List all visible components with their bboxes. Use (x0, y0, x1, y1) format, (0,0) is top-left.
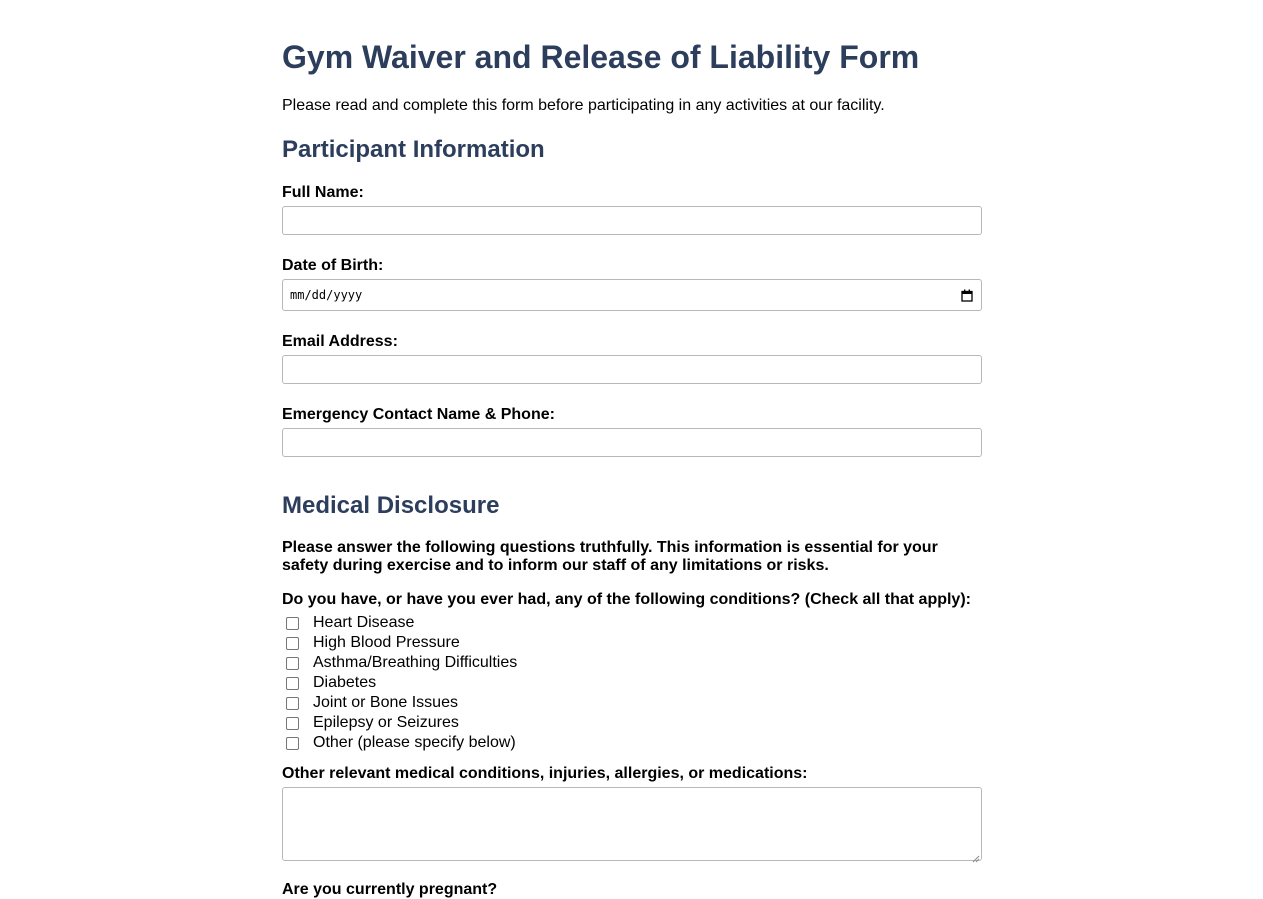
condition-label: Heart Disease (313, 614, 415, 631)
emergency-contact-input[interactable] (282, 428, 982, 457)
condition-checkbox[interactable] (286, 657, 299, 670)
condition-high-blood-pressure[interactable] (282, 633, 517, 653)
condition-asthma[interactable] (282, 653, 517, 673)
resize-grip-icon[interactable] (971, 850, 980, 859)
condition-checkbox[interactable] (286, 737, 299, 750)
condition-label: Epilepsy or Seizures (313, 714, 459, 731)
condition-heart-disease[interactable] (282, 613, 517, 633)
condition-checkbox[interactable] (286, 717, 299, 730)
condition-label: Joint or Bone Issues (313, 694, 458, 711)
condition-label: Other (please specify below) (313, 734, 516, 751)
dob-label: Date of Birth: (282, 257, 384, 274)
email-input[interactable] (282, 355, 982, 384)
section-heading-medical: Medical Disclosure (282, 492, 500, 519)
condition-checkbox[interactable] (286, 677, 299, 690)
condition-label: High Blood Pressure (313, 634, 460, 651)
page-title: Gym Waiver and Release of Liability Form (282, 39, 920, 75)
conditions-checklist (282, 613, 517, 753)
full-name-input[interactable] (282, 206, 982, 235)
section-heading-participant: Participant Information (282, 136, 545, 163)
condition-joint-bone[interactable] (282, 693, 517, 713)
condition-checkbox[interactable] (286, 617, 299, 630)
condition-diabetes[interactable] (282, 673, 517, 693)
conditions-question: Do you have, or have you ever had, any of the following conditions? (Check all that apply): (282, 591, 971, 608)
condition-label: Diabetes (313, 674, 377, 691)
other-conditions-label: Other relevant medical conditions, injuries, allergies, or medications: (282, 765, 808, 782)
emergency-contact-label: Emergency Contact Name & Phone: (282, 406, 555, 423)
dob-placeholder: mm/dd/yyyy (290, 288, 363, 302)
dob-input[interactable] (282, 279, 982, 311)
full-name-label: Full Name: (282, 184, 364, 201)
intro-text: Please read and complete this form before participating in any activities at our facility. (282, 97, 885, 114)
condition-epilepsy[interactable] (282, 713, 517, 733)
condition-checkbox[interactable] (286, 637, 299, 650)
calendar-icon[interactable] (961, 289, 973, 302)
email-label: Email Address: (282, 333, 398, 350)
medical-notice: Please answer the following questions truthfully. This information is essential for your safety during exercise and to inform our staff of any limitations or risks. (282, 539, 938, 574)
other-conditions-textarea[interactable] (282, 787, 982, 861)
pregnant-question: Are you currently pregnant? (282, 881, 498, 898)
condition-other[interactable] (282, 733, 517, 753)
condition-label: Asthma/Breathing Difficulties (313, 654, 518, 671)
condition-checkbox[interactable] (286, 697, 299, 710)
